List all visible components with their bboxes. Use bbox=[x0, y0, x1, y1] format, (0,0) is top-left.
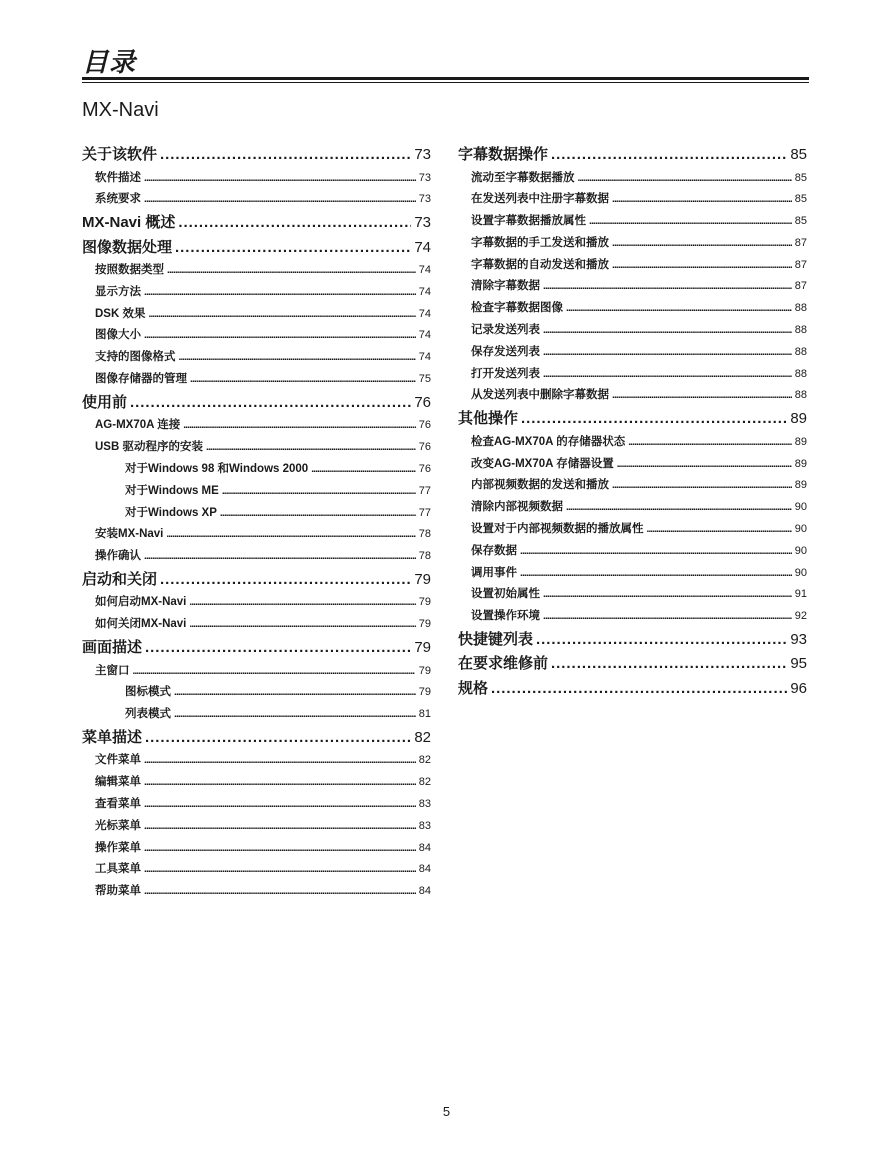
toc-entry-page: 88 bbox=[794, 367, 807, 380]
toc-entry bbox=[82, 347, 431, 369]
toc-entry-title: 图像大小 bbox=[95, 329, 141, 342]
toc-entry bbox=[82, 838, 431, 860]
toc-entry-title: 软件描述 bbox=[95, 171, 141, 184]
toc-dot-leader bbox=[160, 568, 411, 593]
toc-dot-leader bbox=[175, 236, 411, 261]
toc-entry-title: DSK 效果 bbox=[95, 307, 146, 320]
toc-entry-page: 74 bbox=[418, 285, 431, 298]
toc-entry bbox=[458, 255, 807, 277]
toc-dot-leader bbox=[543, 364, 792, 386]
toc-entry-page: 88 bbox=[794, 324, 807, 337]
toc-entry bbox=[82, 524, 431, 546]
toc-entry bbox=[458, 385, 807, 407]
toc-entry-page: 87 bbox=[794, 258, 807, 271]
toc-dot-leader bbox=[174, 704, 416, 726]
toc-entry-page: 89 bbox=[794, 479, 807, 492]
toc-entry-page: 77 bbox=[418, 506, 431, 519]
toc-dot-leader bbox=[612, 255, 792, 277]
toc-dot-leader bbox=[612, 475, 792, 497]
toc-dot-leader bbox=[144, 750, 416, 772]
toc-entry bbox=[82, 437, 431, 459]
toc-entry bbox=[82, 236, 431, 261]
toc-entry-title: 操作菜单 bbox=[95, 841, 141, 854]
toc-entry bbox=[82, 750, 431, 772]
toc-dot-leader bbox=[145, 636, 411, 661]
toc-entry-title: 图像存储器的管理 bbox=[95, 373, 187, 386]
toc-dot-leader bbox=[144, 282, 416, 304]
toc-entry-title: 画面描述 bbox=[82, 639, 143, 657]
toc-entry bbox=[82, 859, 431, 881]
toc-dot-leader bbox=[144, 881, 416, 903]
toc-entry bbox=[82, 682, 431, 704]
toc-entry-page: 79 bbox=[414, 570, 431, 588]
toc-entry bbox=[458, 233, 807, 255]
toc-entry-page: 82 bbox=[418, 754, 431, 767]
toc-entry-title: 对于Windows 98 和Windows 2000 bbox=[125, 462, 309, 475]
toc-dot-leader bbox=[144, 794, 416, 816]
toc-dot-leader bbox=[144, 168, 416, 190]
toc-entry bbox=[82, 816, 431, 838]
toc-entry-title: 检查AG-MX70A 的存储器状态 bbox=[471, 435, 626, 448]
toc-entry-title: 检查字幕数据图像 bbox=[471, 302, 563, 315]
toc-dot-leader bbox=[130, 391, 411, 416]
toc-entry bbox=[458, 497, 807, 519]
toc-entry-page: 88 bbox=[794, 389, 807, 402]
toc-entry bbox=[458, 168, 807, 190]
toc-entry bbox=[458, 652, 807, 677]
toc-entry-title: 在要求维修前 bbox=[458, 655, 549, 673]
toc-entry-title: 编辑菜单 bbox=[95, 776, 141, 789]
toc-entry-page: 84 bbox=[418, 885, 431, 898]
toc-entry-page: 79 bbox=[414, 639, 431, 657]
toc-entry-title: 启动和关闭 bbox=[82, 570, 158, 588]
toc-entry-page: 82 bbox=[414, 728, 431, 746]
toc-entry-page: 81 bbox=[418, 708, 431, 721]
toc-entry-title: 从发送列表中删除字幕数据 bbox=[471, 389, 609, 402]
toc-entry bbox=[82, 704, 431, 726]
toc-dot-leader bbox=[206, 437, 416, 459]
title-rule-thick bbox=[82, 77, 809, 80]
toc-dot-leader bbox=[220, 503, 416, 525]
toc-entry-page: 85 bbox=[790, 146, 807, 163]
toc-entry-page: 75 bbox=[418, 373, 431, 386]
toc-dot-leader bbox=[520, 541, 792, 563]
toc-entry-page: 79 bbox=[418, 596, 431, 609]
toc-entry-title: 支持的图像格式 bbox=[95, 351, 176, 364]
toc-entry-page: 89 bbox=[790, 410, 807, 428]
toc-dot-leader bbox=[160, 143, 411, 168]
toc-dot-leader bbox=[311, 459, 416, 481]
toc-entry-page: 88 bbox=[794, 302, 807, 315]
toc-dot-leader bbox=[628, 432, 792, 454]
toc-entry-page: 85 bbox=[794, 193, 807, 206]
toc-dot-leader bbox=[543, 276, 792, 298]
toc-entry-title: 文件菜单 bbox=[95, 754, 141, 767]
toc-entry-page: 93 bbox=[790, 630, 807, 648]
toc-entry bbox=[82, 481, 431, 503]
toc-entry bbox=[82, 772, 431, 794]
toc-entry-title: 光标菜单 bbox=[95, 819, 141, 832]
toc-dot-leader bbox=[166, 524, 415, 546]
toc-entry bbox=[458, 563, 807, 585]
toc-entry bbox=[82, 211, 431, 236]
toc-dot-leader bbox=[189, 614, 415, 636]
toc-entry bbox=[82, 143, 431, 168]
toc-entry-title: 记录发送列表 bbox=[471, 324, 540, 337]
toc-entry bbox=[458, 519, 807, 541]
toc-entry-title: AG-MX70A 连接 bbox=[95, 419, 181, 432]
toc-entry-title: 操作确认 bbox=[95, 550, 141, 563]
toc-entry bbox=[458, 298, 807, 320]
toc-entry-title: 保存数据 bbox=[471, 544, 517, 557]
toc-entry-title: 显示方法 bbox=[95, 285, 141, 298]
toc-dot-leader bbox=[178, 211, 411, 236]
toc-dot-leader bbox=[543, 606, 792, 628]
toc-entry-title: 系统要求 bbox=[95, 193, 141, 206]
toc-entry bbox=[458, 342, 807, 364]
toc-entry bbox=[458, 407, 807, 432]
toc-entry bbox=[82, 592, 431, 614]
toc-entry bbox=[82, 881, 431, 903]
toc-entry-page: 90 bbox=[794, 566, 807, 579]
toc-entry-page: 76 bbox=[418, 419, 431, 432]
toc-entry-title: 在发送列表中注册字幕数据 bbox=[471, 193, 609, 206]
toc-entry-title: 列表模式 bbox=[125, 708, 171, 721]
title-rule-thin bbox=[82, 82, 809, 83]
toc-dot-leader bbox=[566, 497, 792, 519]
toc-dot-leader bbox=[144, 325, 416, 347]
toc-entry-page: 91 bbox=[794, 588, 807, 601]
toc-entry-page: 79 bbox=[418, 664, 431, 677]
toc-entry-title: 字幕数据的自动发送和播放 bbox=[471, 258, 609, 271]
toc-dot-leader bbox=[133, 661, 416, 683]
toc-entry bbox=[82, 503, 431, 525]
toc-entry-page: 84 bbox=[418, 841, 431, 854]
toc-entry-title: 按照数据类型 bbox=[95, 264, 164, 277]
toc-dot-leader bbox=[612, 233, 792, 255]
toc-dot-leader bbox=[167, 260, 416, 282]
toc-dot-leader bbox=[520, 563, 792, 585]
toc-entry bbox=[458, 541, 807, 563]
toc-entry-title: 如何关闭MX-Navi bbox=[95, 618, 187, 631]
toc-dot-leader bbox=[551, 143, 787, 168]
toc-entry bbox=[458, 454, 807, 476]
toc-entry-title: 查看菜单 bbox=[95, 798, 141, 811]
toc-entry-title: MX-Navi 概述 bbox=[82, 214, 176, 232]
toc-dot-leader bbox=[189, 592, 415, 614]
toc-entry-page: 84 bbox=[418, 863, 431, 876]
toc-entry-page: 92 bbox=[794, 610, 807, 623]
page-title: 目录 bbox=[82, 47, 137, 77]
toc-entry-page: 76 bbox=[418, 441, 431, 454]
toc-entry-title: 工具菜单 bbox=[95, 863, 141, 876]
toc-dot-leader bbox=[521, 407, 787, 432]
toc-entry-page: 95 bbox=[790, 655, 807, 673]
toc-entry-page: 73 bbox=[414, 214, 431, 232]
toc-right-column bbox=[458, 143, 807, 701]
toc-entry-title: 规格 bbox=[458, 679, 489, 697]
toc-dot-leader bbox=[145, 726, 411, 751]
toc-dot-leader bbox=[491, 677, 787, 702]
toc-entry-page: 74 bbox=[418, 264, 431, 277]
toc-entry bbox=[458, 364, 807, 386]
toc-entry-page: 85 bbox=[794, 171, 807, 184]
toc-entry-title: 安装MX-Navi bbox=[95, 528, 164, 541]
toc-entry-title: 清除字幕数据 bbox=[471, 280, 540, 293]
toc-entry-page: 77 bbox=[418, 484, 431, 497]
toc-entry bbox=[458, 475, 807, 497]
toc-entry-page: 83 bbox=[418, 819, 431, 832]
toc-entry bbox=[82, 369, 431, 391]
toc-entry bbox=[82, 304, 431, 326]
toc-entry-title: 打开发送列表 bbox=[471, 367, 540, 380]
toc-entry bbox=[82, 325, 431, 347]
page-number: 5 bbox=[442, 1104, 451, 1119]
toc-entry-page: 74 bbox=[418, 351, 431, 364]
toc-entry bbox=[82, 260, 431, 282]
toc-dot-leader bbox=[589, 211, 792, 233]
toc-dot-leader bbox=[148, 304, 415, 326]
document-subtitle: MX-Navi bbox=[82, 99, 159, 121]
toc-dot-leader bbox=[222, 481, 416, 503]
toc-dot-leader bbox=[612, 385, 792, 407]
toc-entry-page: 90 bbox=[794, 522, 807, 535]
toc-entry-title: 清除内部视频数据 bbox=[471, 501, 563, 514]
toc-entry-title: 其他操作 bbox=[458, 410, 519, 428]
toc-dot-leader bbox=[144, 838, 416, 860]
toc-entry-page: 74 bbox=[418, 329, 431, 342]
toc-entry bbox=[458, 606, 807, 628]
toc-entry-page: 76 bbox=[414, 393, 431, 411]
toc-entry-title: 对于Windows XP bbox=[125, 506, 217, 519]
toc-entry-title: 如何启动MX-Navi bbox=[95, 596, 187, 609]
toc-entry-page: 87 bbox=[794, 236, 807, 249]
toc-entry-title: 设置字幕数据播放属性 bbox=[471, 215, 586, 228]
toc-dot-leader bbox=[543, 584, 792, 606]
toc-entry-page: 88 bbox=[794, 345, 807, 358]
toc-entry bbox=[82, 459, 431, 481]
toc-dot-leader bbox=[612, 189, 792, 211]
toc-entry-title: 快捷键列表 bbox=[458, 630, 534, 648]
toc-entry-page: 74 bbox=[414, 238, 431, 256]
toc-entry-page: 78 bbox=[418, 550, 431, 563]
toc-entry-title: 字幕数据操作 bbox=[458, 146, 549, 163]
toc-entry-page: 89 bbox=[794, 457, 807, 470]
toc-dot-leader bbox=[543, 342, 792, 364]
toc-entry-title: USB 驱动程序的安装 bbox=[95, 441, 203, 454]
toc-dot-leader bbox=[578, 168, 792, 190]
toc-entry bbox=[82, 391, 431, 416]
toc-entry-page: 79 bbox=[418, 618, 431, 631]
toc-dot-leader bbox=[566, 298, 792, 320]
toc-entry bbox=[82, 636, 431, 661]
toc-entry bbox=[82, 568, 431, 593]
toc-entry-title: 内部视频数据的发送和播放 bbox=[471, 479, 609, 492]
toc-entry-page: 90 bbox=[794, 544, 807, 557]
toc-entry-page: 76 bbox=[418, 462, 431, 475]
toc-entry-title: 使用前 bbox=[82, 393, 128, 411]
toc-entry bbox=[458, 276, 807, 298]
toc-left-column bbox=[82, 143, 431, 903]
toc-entry bbox=[82, 415, 431, 437]
toc-entry-title: 字幕数据的手工发送和播放 bbox=[471, 236, 609, 249]
toc-entry-title: 设置初始属性 bbox=[471, 588, 540, 601]
toc-entry bbox=[458, 584, 807, 606]
toc-entry bbox=[458, 143, 807, 168]
toc-entry bbox=[82, 661, 431, 683]
toc-entry bbox=[458, 320, 807, 342]
toc-dot-leader bbox=[647, 519, 792, 541]
toc-dot-leader bbox=[144, 772, 416, 794]
toc-entry-title: 设置操作环境 bbox=[471, 610, 540, 623]
toc-dot-leader bbox=[190, 369, 416, 391]
toc-dot-leader bbox=[144, 816, 416, 838]
toc-dot-leader bbox=[144, 546, 416, 568]
toc-entry-page: 73 bbox=[418, 171, 431, 184]
toc-dot-leader bbox=[543, 320, 792, 342]
toc-dot-leader bbox=[174, 682, 416, 704]
toc-dot-leader bbox=[551, 652, 787, 677]
toc-entry bbox=[82, 794, 431, 816]
toc-dot-leader bbox=[179, 347, 416, 369]
toc-entry-title: 设置对于内部视频数据的播放属性 bbox=[471, 522, 644, 535]
toc-entry bbox=[82, 168, 431, 190]
toc-entry-page: 78 bbox=[418, 528, 431, 541]
toc-entry bbox=[458, 432, 807, 454]
toc-entry-title: 关于该软件 bbox=[82, 146, 158, 163]
toc-entry bbox=[458, 677, 807, 702]
toc-entry-title: 帮助菜单 bbox=[95, 885, 141, 898]
toc-dot-leader bbox=[144, 859, 416, 881]
toc-entry-title: 保存发送列表 bbox=[471, 345, 540, 358]
toc-entry-title: 图像数据处理 bbox=[82, 238, 173, 256]
toc-entry-title: 主窗口 bbox=[95, 664, 130, 677]
toc-entry-page: 90 bbox=[794, 501, 807, 514]
toc-entry bbox=[458, 211, 807, 233]
toc-dot-leader bbox=[617, 454, 792, 476]
toc-entry-page: 83 bbox=[418, 798, 431, 811]
toc-entry-title: 图标模式 bbox=[125, 686, 171, 699]
toc-entry-page: 73 bbox=[418, 193, 431, 206]
toc-entry-page: 96 bbox=[790, 679, 807, 697]
toc-entry bbox=[82, 614, 431, 636]
toc-entry-page: 89 bbox=[794, 435, 807, 448]
toc-entry-page: 73 bbox=[414, 146, 431, 163]
toc-entry-title: 流动至字幕数据播放 bbox=[471, 171, 575, 184]
toc-entry bbox=[82, 726, 431, 751]
toc-entry-page: 85 bbox=[794, 215, 807, 228]
toc-entry-page: 82 bbox=[418, 776, 431, 789]
toc-entry bbox=[458, 628, 807, 653]
toc-entry bbox=[82, 189, 431, 211]
toc-dot-leader bbox=[144, 189, 416, 211]
toc-entry bbox=[82, 282, 431, 304]
toc-entry-page: 87 bbox=[794, 280, 807, 293]
toc-entry bbox=[82, 546, 431, 568]
toc-entry-title: 改变AG-MX70A 存储器设置 bbox=[471, 457, 614, 470]
toc-entry-page: 79 bbox=[418, 686, 431, 699]
toc-entry-title: 菜单描述 bbox=[82, 728, 143, 746]
toc-dot-leader bbox=[536, 628, 787, 653]
toc-entry bbox=[458, 189, 807, 211]
toc-entry-page: 74 bbox=[418, 307, 431, 320]
toc-dot-leader bbox=[183, 415, 416, 437]
toc-entry-title: 对于Windows ME bbox=[125, 484, 219, 497]
toc-entry-title: 调用事件 bbox=[471, 566, 517, 579]
